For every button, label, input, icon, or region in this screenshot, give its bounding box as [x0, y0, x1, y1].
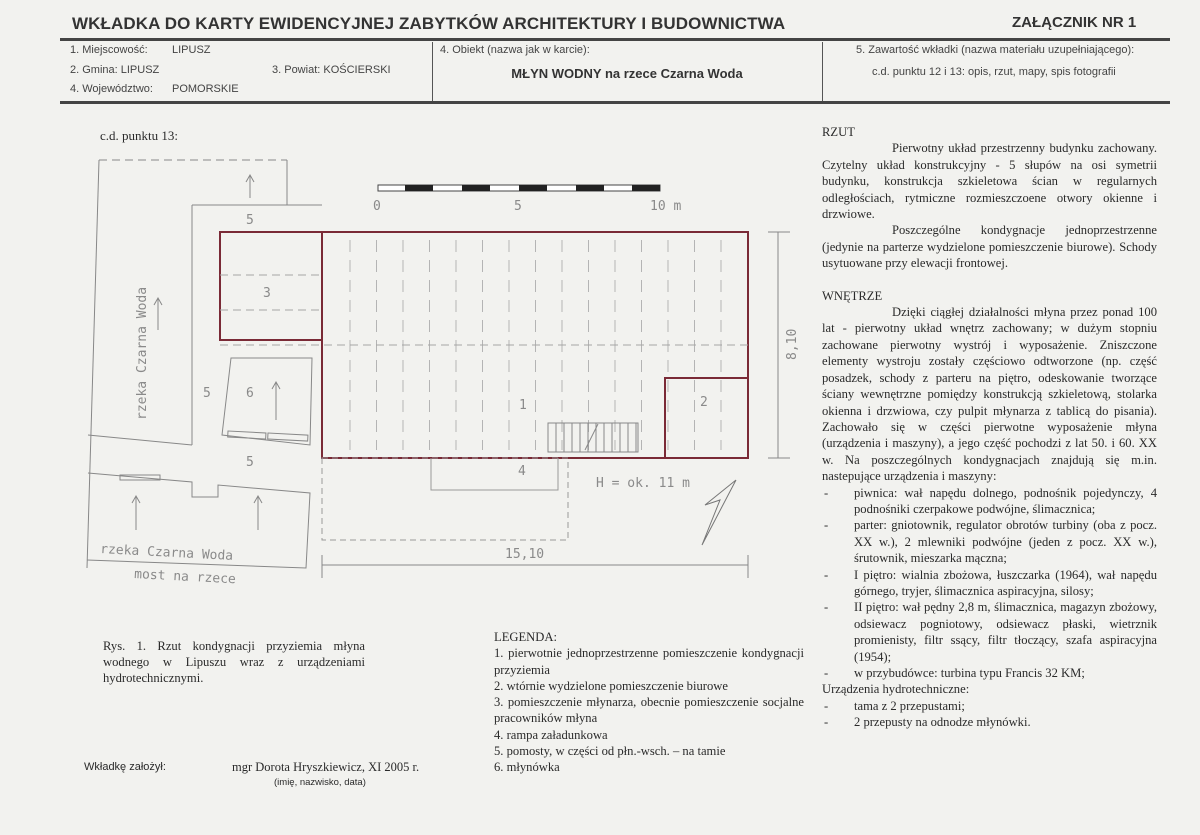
county: 3. Powiat: KOŚCIERSKI: [272, 64, 391, 76]
author-subtitle: (imię, nazwisko, data): [274, 777, 366, 788]
author-label: Wkładkę założył:: [84, 761, 166, 773]
rzut-paragraph: Pierwotny układ przestrzenny budynku zachowany. Czytelny układ konstrukcyjny - 5 słupów na osi symetrii budynku, konstrukcja szkieletowa ścian w regularnych odległościach, rytmiczne rozmieszczoene otwory okienne i drzwiowe.: [822, 141, 1157, 222]
room-label-1: 1: [519, 398, 527, 413]
dimensions: [322, 232, 790, 578]
contents-value: c.d. punktu 12 i 13: opis, rzut, mapy, spis fotografii: [872, 66, 1116, 78]
legend-item: 6. młynówka: [494, 760, 560, 775]
description-column: [822, 124, 1157, 731]
legend-item: 2. wtórnie wydzielone pomieszczenie biurowe: [494, 678, 728, 693]
legend-item: 4. rampa załadunkowa: [494, 727, 608, 742]
list-item: - piwnica: wał napędu dolnego, podnośnik pojedynczy, 4 podnośniki czerpakowe podwójne, ślimacznica;: [822, 485, 1157, 518]
voivodeship-value: POMORSKIE: [172, 83, 239, 95]
bridge-label: most na rzece: [133, 567, 237, 588]
loading-ramp: [322, 458, 568, 540]
legend-item: 1. pierwotnie jednoprzestrzenne pomieszczenie kondygnacji przyziemia: [494, 646, 804, 677]
figure-caption: Rys. 1. Rzut kondygnacji przyziemia młyna wodnego w Lipuszu wraz z urządzeniami hydrotechnicznymi.: [103, 639, 365, 685]
height-note: H = ok. 11 m: [596, 476, 690, 491]
locality-value: LIPUSZ: [172, 44, 211, 56]
stairs: [548, 423, 638, 452]
room-label-5: 5: [246, 455, 254, 470]
list-item: - tama z 2 przepustami;: [822, 698, 1157, 714]
room-label-2: 2: [700, 395, 708, 410]
legend-item: 3. pomieszczenie młynarza, obecnie pomieszczenie socjalne pracowników młyna: [494, 695, 804, 726]
width-dimension: 15,10: [505, 547, 545, 562]
list-item: - w przybudówce: turbina typu Francis 32 KM;: [822, 665, 1157, 681]
header-column-divider: [822, 42, 823, 102]
legend-title: LEGENDA:: [494, 630, 557, 644]
document-title: WKŁADKA DO KARTY EWIDENCYJNEJ ZABYTKÓW ARCHITEKTURY I BUDOWNICTWA: [72, 14, 786, 33]
flow-arrow-icon: [132, 175, 280, 530]
object-label: 4. Obiekt (nazwa jak w karcie):: [440, 44, 590, 56]
list-item: - II piętro: wał pędny 2,8 m, ślimacznica, magazyn zbożowy, odsiewacz pogniotowy, odsiewacz płaski, wietrznik promienisty, filtr ssący, filtr tłoczący, szafa aspiracyjna (1954);: [822, 599, 1157, 665]
room-3-lines: [220, 275, 748, 345]
machines-list: [822, 485, 1157, 682]
legend: [494, 629, 804, 776]
annex-number: ZAŁĄCZNIK NR 1: [1012, 14, 1137, 31]
room-label-5: 5: [203, 386, 211, 401]
legend-item: 5. pomosty, w części od płn.-wsch. – na tamie: [494, 744, 726, 759]
hydro-list: [822, 698, 1157, 731]
commune: 2. Gmina: LIPUSZ: [70, 64, 160, 76]
scale-label-0: 0: [373, 199, 381, 214]
rzut-heading: RZUT: [822, 125, 855, 139]
wnetrze-paragraph: Dzięki ciągłej działalności młyna przez ponad 100 lat - pierwotny układ wnętrz zachowany; w dużym stopniu zachowane pierwotny wystrój i wyposażenie. Zniszczone elementy wystroju zostały częściowo odtworzone (np. część posadzek, schody z parteru na piętro, odeskowanie tworzące ściany wewnętrzne pomiędzy konstrukcją szkieletową, stolarka okienna i drzwiowa, czy pulpit młynarza z tablicą do pisania). Zachowało się w części pierwotne wyposażenie młyna (urządzenia i maszyny), a jego część pochodzi z lat 50. i 60. XX w. Na poszczególnych kondygnacjach znajdują się m.in. nastepujące urządzenia i maszyny:: [822, 305, 1157, 484]
locality-label: 1. Miejscowość:: [70, 44, 148, 56]
river-label-side: rzeka Czarna Woda: [135, 286, 150, 420]
section-label: c.d. punktu 13:: [100, 128, 178, 143]
site-outline: [87, 160, 322, 568]
scale-label-10: 10 m: [650, 199, 682, 214]
list-item: - 2 przepusty na odnodze młynówki.: [822, 714, 1157, 730]
north-arrow-icon: [702, 480, 736, 545]
room-label-6: 6: [246, 386, 254, 401]
river-label-bottom: rzeka Czarna Woda: [99, 542, 234, 564]
room-label-4: 4: [518, 464, 526, 479]
room-label-3: 3: [263, 286, 271, 301]
object-name: MŁYN WODNY na rzece Czarna Woda: [511, 66, 743, 81]
hydro-heading: Urządzenia hydrotechniczne:: [822, 682, 970, 697]
depth-dimension: 8,10: [785, 328, 800, 360]
room-label-5: 5: [246, 213, 254, 228]
scale-bar: [378, 185, 660, 191]
scale-label-5: 5: [514, 199, 522, 214]
voivodeship-label: 4. Województwo:: [70, 83, 153, 95]
rzut-paragraph: Poszczególne kondygnacje jednoprzestrzenne (jedynie na parterze wydzielone pomieszczenie biurowe). Schody usytuowane przy elewacji frontowej.: [822, 223, 1157, 271]
author: mgr Dorota Hryszkiewicz, XI 2005 r.: [232, 760, 420, 774]
contents-label: 5. Zawartość wkładki (nazwa materiału uzupełniającego):: [856, 44, 1135, 56]
list-item: - I piętro: wialnia zbożowa, łuszczarka (1964), wał napędu górnego, tryjer, ślimacznica aspiracyjna, silosy;: [822, 567, 1157, 600]
list-item: - parter: gniotownik, regulator obrotów turbiny (oba z pocz. XX w.), 2 mlewniki podwójne (jeden z pocz. XX w.), śrutownik, mieszarka mączna;: [822, 517, 1157, 566]
wnetrze-heading: WNĘTRZE: [822, 288, 883, 303]
